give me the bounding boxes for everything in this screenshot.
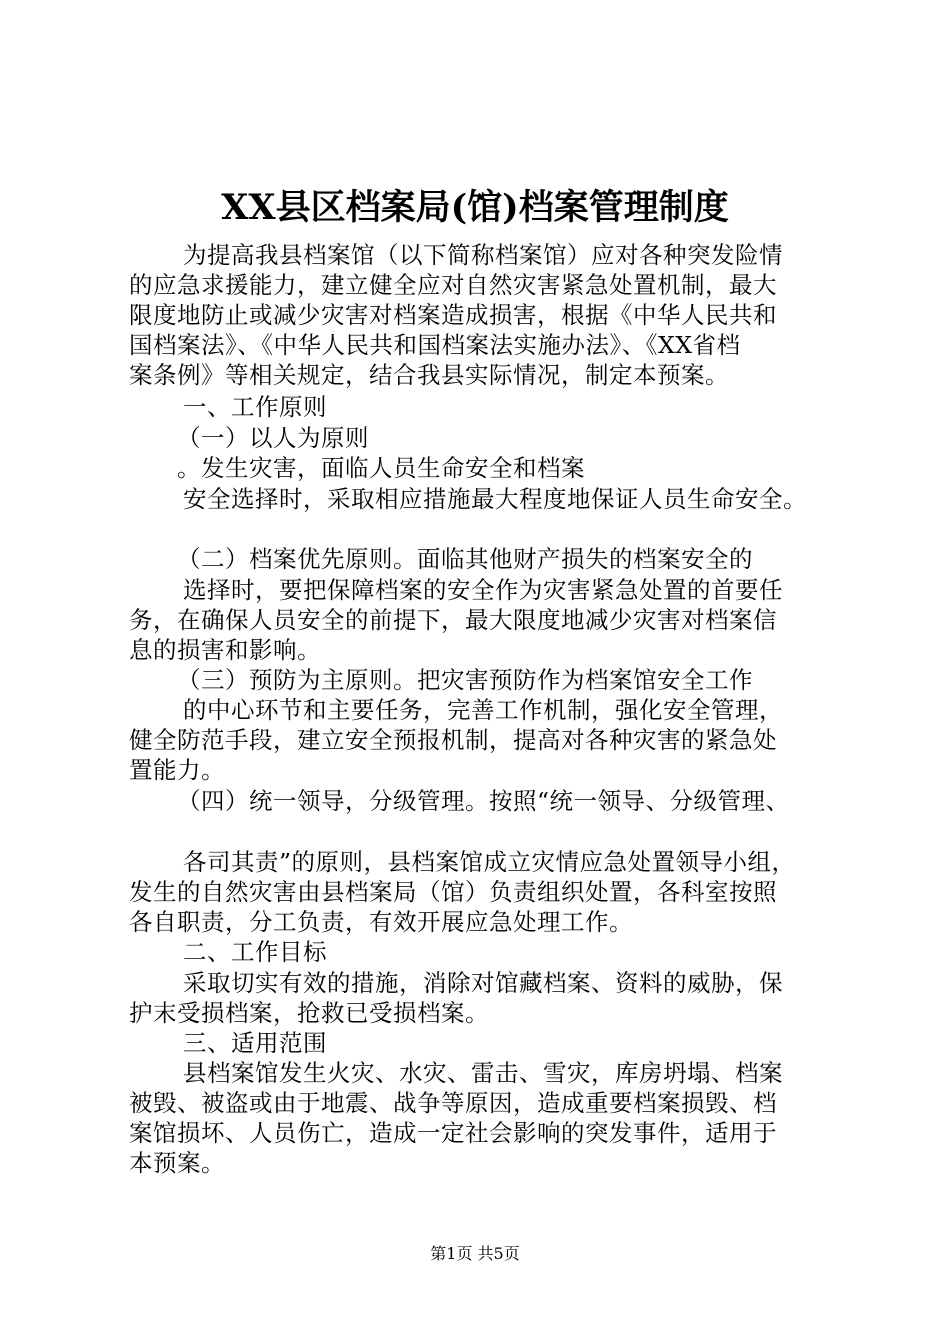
body-line: 案条例》等相关规定，结合我县实际情况，制定本预案。 bbox=[129, 361, 729, 389]
body-line: 案馆损坏、人员伤亡，造成一定社会影响的突发事件，适用于 bbox=[129, 1119, 777, 1147]
section-heading: 一、工作原则 bbox=[183, 393, 327, 421]
subsection-heading: （二）档案优先原则。面临其他财产损失的档案安全的 bbox=[177, 545, 753, 573]
body-line: 务，在确保人员安全的前提下，最大限度地减少灾害对档案信 bbox=[129, 606, 777, 634]
body-line: 健全防范手段，建立安全预报机制，提高对各种灾害的紧急处 bbox=[129, 726, 777, 754]
body-line: 采取切实有效的措施，消除对馆藏档案、资料的威胁，保 bbox=[183, 969, 783, 997]
body-line: 限度地防止或减少灾害对档案造成损害，根据《中华人民共和 bbox=[129, 301, 777, 329]
section-heading: 三、适用范围 bbox=[183, 1029, 327, 1057]
subsection-heading: （三）预防为主原则。把灾害预防作为档案馆安全工作 bbox=[177, 666, 753, 694]
page-number: 第1页 共5页 bbox=[430, 1244, 520, 1263]
body-line: 国档案法》、《中华人民共和国档案法实施办法》、《XX省档 bbox=[129, 331, 741, 359]
body-line: 各司其责”的原则，县档案馆成立灾情应急处置领导小组， bbox=[183, 848, 796, 876]
body-line: 各自职责，分工负责，有效开展应急处理工作。 bbox=[129, 908, 633, 936]
body-line: 的应急求援能力，建立健全应对自然灾害紧急处置机制，最大 bbox=[129, 271, 777, 299]
body-line: 息的损害和影响。 bbox=[129, 636, 321, 664]
document-title: XX县区档案局(馆)档案管理制度 bbox=[221, 187, 729, 228]
section-heading: 二、工作目标 bbox=[183, 938, 327, 966]
body-line: 安全选择时，采取相应措施最大程度地保证人员生命安全。 bbox=[183, 485, 807, 513]
body-line: 为提高我县档案馆（以下简称档案馆）应对各种突发险情 bbox=[183, 241, 783, 269]
body-line: 置能力。 bbox=[129, 756, 225, 784]
body-line: 本预案。 bbox=[129, 1149, 225, 1177]
body-line: 护末受损档案，抢救已受损档案。 bbox=[129, 999, 489, 1027]
body-line: 。发生灾害，面临人员生命安全和档案 bbox=[177, 454, 585, 482]
body-line: 发生的自然灾害由县档案局（馆）负责组织处置，各科室按照 bbox=[129, 878, 777, 906]
subsection-heading: （一）以人为原则 bbox=[177, 424, 369, 452]
subsection-heading: （四）统一领导，分级管理。按照“统一领导、分级管理、 bbox=[177, 787, 790, 815]
body-line: 被毁、被盗或由于地震、战争等原因，造成重要档案损毁、档 bbox=[129, 1089, 777, 1117]
body-line: 的中心环节和主要任务，完善工作机制，强化安全管理， bbox=[183, 696, 783, 724]
body-line: 选择时，要把保障档案的安全作为灾害紧急处置的首要任 bbox=[183, 576, 783, 604]
body-line: 县档案馆发生火灾、水灾、雷击、雪灾，库房坍塌、档案 bbox=[183, 1059, 783, 1087]
